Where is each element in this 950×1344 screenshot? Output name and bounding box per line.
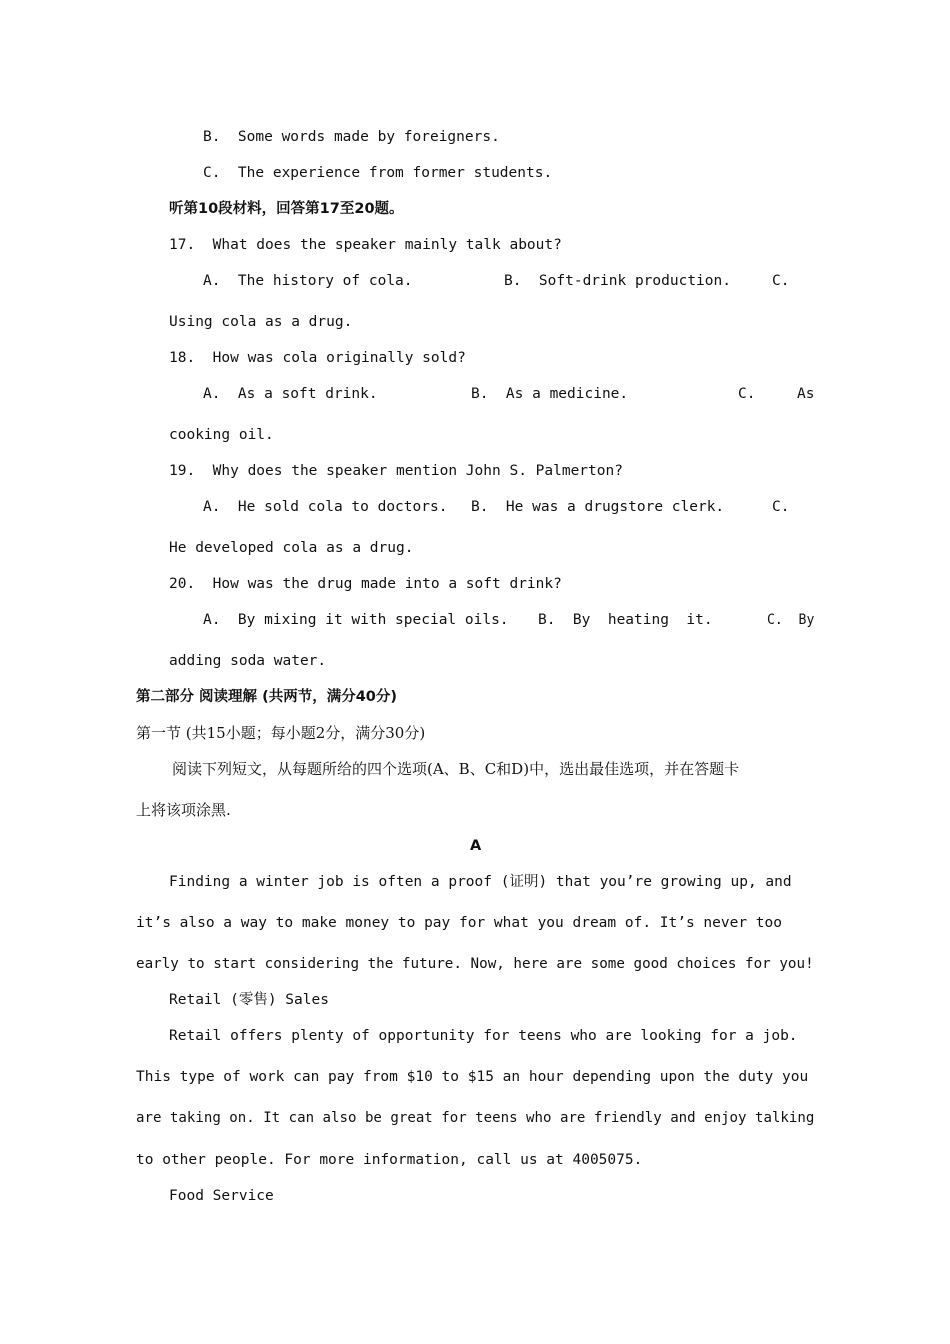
- q19-stem: 19. Why does the speaker mention John S. Palmerton?: [169, 463, 623, 479]
- q19-option-c-label: C.: [772, 499, 790, 515]
- passage-intro-line-3: early to start considering the future. Now, here are some good choices for you!: [136, 956, 814, 972]
- instruction-line-1: 阅读下列短文，从每题所给的四个选项(A、B、C和D)中，选出最佳选项，并在答题卡: [172, 760, 740, 778]
- q18-option-c-as: As: [797, 386, 815, 402]
- section-10-heading: 听第10段材料，回答第17至20题。: [169, 201, 404, 217]
- q18-option-c-text: cooking oil.: [169, 427, 274, 443]
- q16-option-b: B. Some words made by foreigners.: [203, 129, 500, 145]
- retail-line-4: to other people. For more information, call us at 4005075.: [136, 1152, 643, 1168]
- q18-option-b: B. As a medicine.: [471, 386, 629, 402]
- retail-line-3: are taking on. It can also be great for teens who are friendly and enjoy talking: [136, 1110, 815, 1126]
- retail-heading: Retail (零售) Sales: [169, 992, 329, 1008]
- q19-option-a: A. He sold cola to doctors.: [203, 499, 448, 515]
- instruction-line-2: 上将该项涂黑.: [136, 801, 231, 819]
- section-1-title: 第一节 (共15小题；每小题2分，满分30分): [136, 724, 426, 742]
- q18-stem: 18. How was cola originally sold?: [169, 350, 466, 366]
- q20-stem: 20. How was the drug made into a soft drink?: [169, 576, 562, 592]
- q20-option-c-label: C. By: [767, 612, 815, 628]
- q17-option-b: B. Soft-drink production.: [504, 273, 731, 289]
- q18-option-c-label: C.: [738, 386, 756, 402]
- q17-option-c-label: C.: [772, 273, 790, 289]
- passage-label: A: [470, 838, 482, 854]
- q16-option-c: C. The experience from former students.: [203, 165, 553, 181]
- part-2-title: 第二部分 阅读理解 (共两节，满分40分): [136, 689, 398, 705]
- retail-line-1: Retail offers plenty of opportunity for teens who are looking for a job.: [169, 1028, 798, 1044]
- q19-option-b: B. He was a drugstore clerk.: [471, 499, 725, 515]
- q17-option-a: A. The history of cola.: [203, 273, 413, 289]
- q17-stem: 17. What does the speaker mainly talk about?: [169, 237, 562, 253]
- q20-option-c-text: adding soda water.: [169, 653, 327, 669]
- retail-line-2: This type of work can pay from $10 to $15 an hour depending upon the duty you: [136, 1069, 809, 1085]
- q19-option-c-text: He developed cola as a drug.: [169, 540, 414, 556]
- passage-intro-line-1: Finding a winter job is often a proof (证明) that you’re growing up, and: [169, 874, 792, 890]
- q20-option-b: B. By heating it.: [538, 612, 713, 628]
- food-service-heading: Food Service: [169, 1188, 274, 1204]
- q18-option-a: A. As a soft drink.: [203, 386, 378, 402]
- passage-intro-line-2: it’s also a way to make money to pay for what you dream of. It’s never too: [136, 915, 783, 931]
- q20-option-a: A. By mixing it with special oils.: [203, 612, 509, 628]
- q17-option-c-text: Using cola as a drug.: [169, 314, 353, 330]
